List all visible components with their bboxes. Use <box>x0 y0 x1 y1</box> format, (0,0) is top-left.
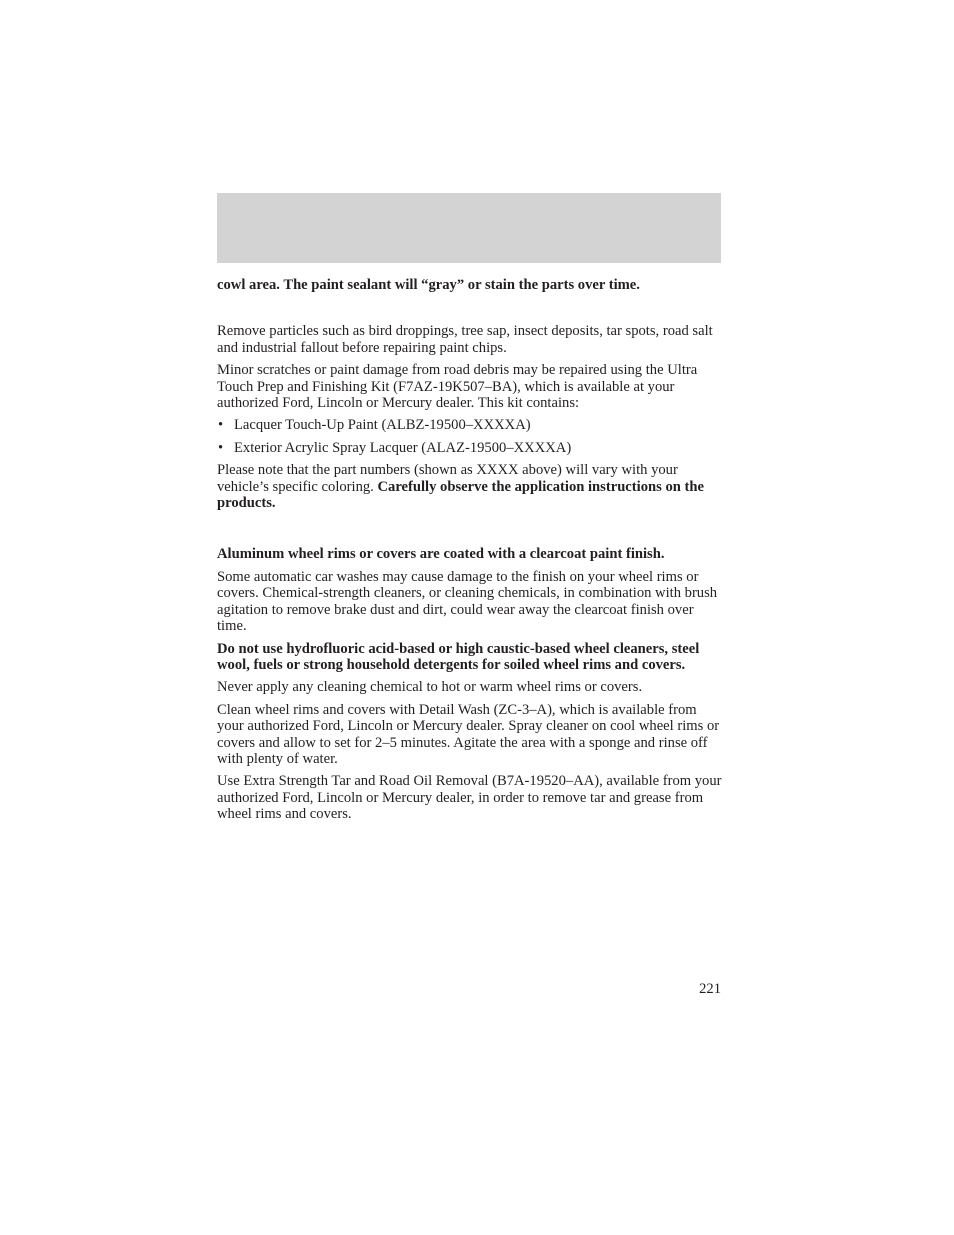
tar-removal-paragraph: Use Extra Strength Tar and Road Oil Removal (B7A-19520–AA), available from your authorized Ford, Lincoln or Mercury dealer, in order to remove tar and grease from wheel rims and covers. <box>217 773 722 823</box>
page-number: 221 <box>699 981 721 997</box>
intro-warning: cowl area. The paint sealant will “gray” or stain the parts over time. <box>217 277 640 293</box>
bullet-icon: • <box>218 417 224 434</box>
list-item <box>217 440 723 456</box>
car-washes-paragraph: Some automatic car washes may cause damage to the finish on your wheel rims or covers. Chemical-strength cleaners, or cleaning chemicals, in combination with brush agitation to remove brake dust and dirt, could wear away the clearcoat finish over time. <box>217 568 718 635</box>
part-note-emphasis: Carefully observe the application instructions on the products. <box>217 478 704 512</box>
kit-contents-list <box>217 417 723 456</box>
bullet-icon: • <box>218 439 224 456</box>
detail-wash-paragraph: Clean wheel rims and covers with Detail Wash (ZC-3–A), which is available from your authorized Ford, Lincoln or Mercury dealer. Spray cleaner on cool wheel rims or covers and allow to set for 2–5 minutes. Agitate the area with a sponge and rinse off with plenty of water. <box>217 701 720 767</box>
list-item-text: Exterior Acrylic Spray Lacquer (ALAZ-19500–XXXXA) <box>234 439 572 456</box>
do-not-use-warning: Do not use hydrofluoric acid-based or high caustic-based wheel cleaners, steel wool, fuels or strong household detergents for soiled wheel rims and covers. <box>217 640 700 673</box>
part-number-note <box>217 462 723 511</box>
list-item <box>217 417 723 433</box>
remove-particles-paragraph: Remove particles such as bird droppings, tree sap, insect deposits, tar spots, road salt and industrial fallout before repairing paint chips. <box>217 323 713 356</box>
never-apply-paragraph: Never apply any cleaning chemical to hot or warm wheel rims or covers. <box>217 679 643 696</box>
page-content <box>217 277 723 829</box>
minor-scratches-paragraph: Minor scratches or paint damage from road debris may be repaired using the Ultra Touch Prep and Finishing Kit (F7AZ-19K507–BA), which is available at your authorized Ford, Lincoln or Mercury dealer. This kit contains: <box>217 362 698 412</box>
list-item-text: Lacquer Touch-Up Paint (ALBZ-19500–XXXXA) <box>234 417 531 434</box>
part-note-text: Please note that the part numbers (shown as XXXX above) will vary with your vehicle’s specific coloring. <box>217 462 678 495</box>
header-band <box>217 193 721 263</box>
aluminum-wheels-note: Aluminum wheel rims or covers are coated with a clearcoat paint finish. <box>217 546 665 563</box>
